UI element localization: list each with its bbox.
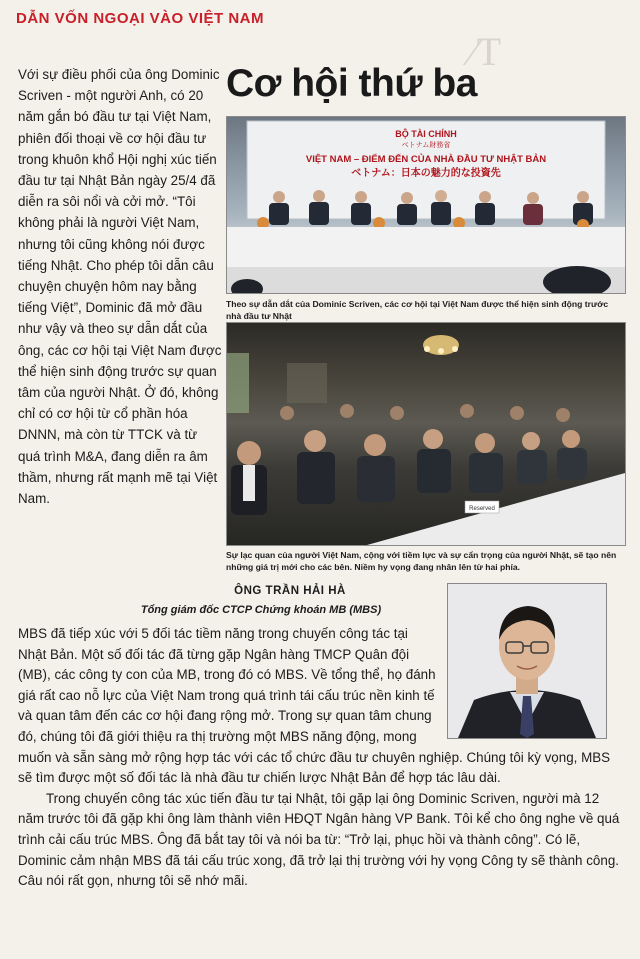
article-headline: Cơ hội thứ ba	[226, 62, 477, 105]
photo1-caption: Theo sự dẫn dắt của Dominic Scriven, các cơ hội tại Việt Nam được thể hiện sinh động trước nhà đầu tư Nhật	[226, 299, 609, 321]
photo2-caption: Sự lạc quan của người Việt Nam, cộng với tiềm lực và sự cẩn trọng của người Nhật, sẽ tạo nên những giá trị mới cho các bên. Niềm hy vọng đang nhân lên từ hai phía.	[226, 550, 617, 572]
panel-table	[227, 227, 625, 269]
interviewee-name: ÔNG TRẦN HẢI HÀ	[234, 585, 346, 597]
chandelier	[423, 335, 459, 355]
lead-paragraph: Với sự điều phối của ông Dominic Scriven - một người Anh, có 20 năm gắn bó đầu tư tại Việt Nam, phiên đối thoại về cơ hội đầu tư trong khuôn khổ Hội nghị xúc tiến đầu tư tại Nhật Bản ngày 25/4 đã diễn ra sôi nổi và cởi mở. “Tôi không phải là người Việt Nam, nhưng tôi cũng không nói được tiếng Nhật. Cho phép tôi dẫn câu chuyện chuyện hôm nay bằng tiếng Việt”, Dominic đã mở đầu như vậy và theo sự dẫn dắt của ông, các cơ hội tại Việt Nam được thể hiện sinh động trước sự quan tâm của người Nhật. Ở đó, không chỉ có cơ hội từ cổ phần hóa DNNN, mà còn từ TTCK và từ quá trình M&A, đang diễn ra âm thầm, nhưng rất mạnh mẽ tại Việt Nam.	[18, 67, 222, 507]
audience-illustration	[227, 323, 625, 545]
interview-body	[18, 624, 622, 892]
interview-paragraph-1-text: MBS đã tiếp xúc với 5 đối tác tiềm năng trong chuyến công tác tại Nhật Bản. Một số đối tác đã từng gặp Ngân hàng TMCP Quân đội (MB), các công ty con của MB, trong đó có MBS. Về tổng thể, họ đánh giá rất cao nỗ lực của Việt Nam trong quá trình tái cấu trúc nền kinh tế và quan tâm đến các cơ hội đang rộng mở. Trong sự quan tâm chung đó, chúng tôi đã giới thiệu ra thị trường một MBS năng động, mong muốn và sẵn sàng mở rộng hợp tác với các tổ chức đầu tư chuyên nghiệp. Chúng tôi kỳ vọng, MBS sẽ tìm được một số đối tác là nhà đầu tư chiến lược Nhật Bản để hợp tác lâu dài.	[18, 626, 611, 786]
attendees	[231, 404, 587, 515]
interview-paragraph-2: Trong chuyến công tác xúc tiến đầu tư tại Nhật, tôi gặp lại ông Dominic Scriven, người mà 12 năm trước tôi đã gặp khi ông làm thành viên HĐQT Ngân hàng VP Bank. Tôi kể cho ông nghe về quá trình cải cấu trúc MBS. Ông đã bắt tay tôi và nói ba từ: “Trở lại, phục hồi và thành công”. Có lẽ, Dominic cảm nhận MBS đã tái cấu trúc xong, đã trở lại thị trường với hy vọng Công ty sẽ thành công. Câu nói rất gọn, nhưng tôi sẽ nhớ mãi.	[18, 790, 620, 889]
banner-org-jp: ベトナム財務省	[401, 142, 451, 149]
interview-paragraph-1	[18, 624, 622, 789]
audience-photo	[226, 322, 626, 546]
banner-title-jp: ベトナム：日本の魅力的な投資先	[351, 168, 501, 179]
panel-illustration	[227, 117, 625, 293]
conference-panel-photo	[226, 116, 626, 294]
reserved-sign-text: Reserved	[469, 506, 495, 512]
banner-title: VIỆT NAM – ĐIỂM ĐẾN CỦA NHÀ ĐẦU TƯ NHẬT BẢN	[305, 154, 547, 165]
interviewee-title: Tổng giám đốc CTCP Chứng khoán MB (MBS)	[140, 604, 382, 616]
ghost-lettering: ⁄Т	[470, 29, 502, 74]
banner-org: BỘ TÀI CHÍNH	[395, 129, 457, 139]
section-label: DẪN VỐN NGOẠI VÀO VIỆT NAM	[16, 10, 265, 27]
